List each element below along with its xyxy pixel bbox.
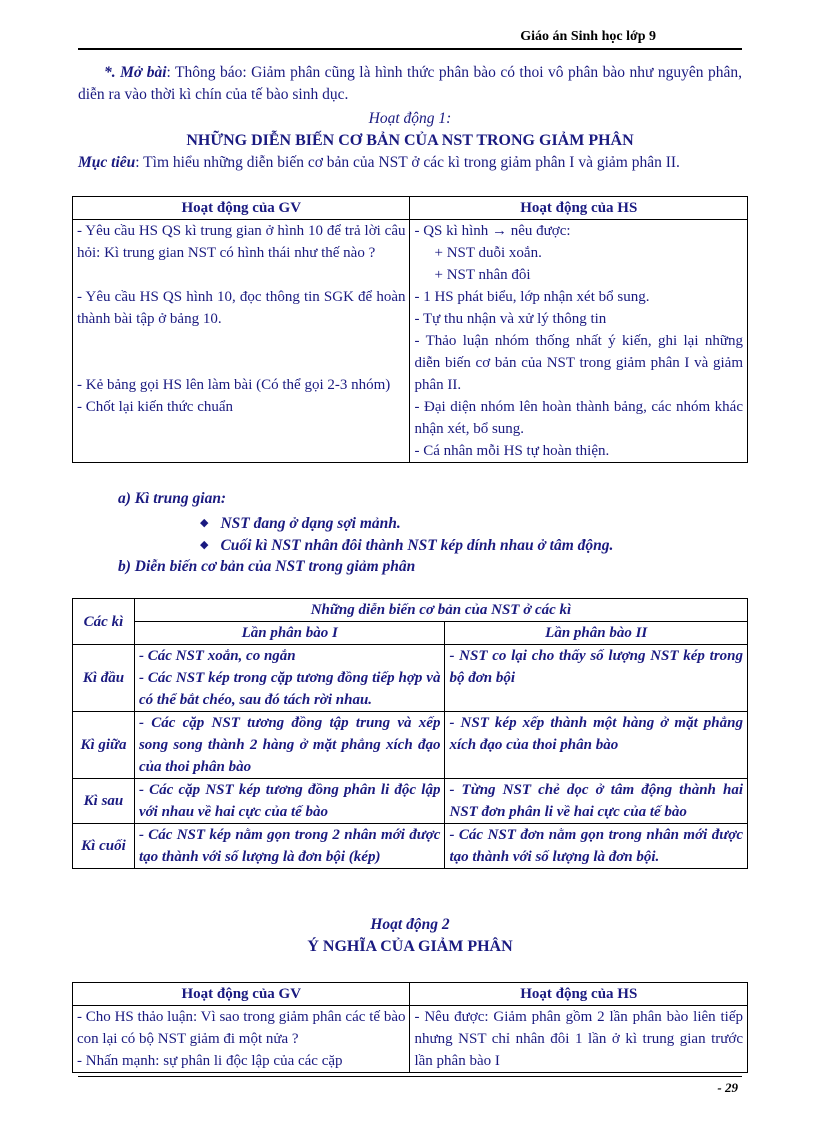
t3-gv-item: - Nhấn mạnh: sự phân li độc lập của các cặp — [77, 1053, 343, 1069]
activity2-title: Ý NGHĨA CỦA GIẢM PHÂN — [307, 938, 513, 955]
objective-text: : Tìm hiểu những diễn biến cơ bản của NST ở các kì trong giảm phân I và giảm phân II. — [135, 154, 680, 171]
t2-item: - Các cặp NST kép tương đồng phân li độc lập với nhau về hai cực của tế bào — [138, 782, 441, 820]
t2-cell-l2 — [445, 824, 748, 869]
table-row — [73, 824, 748, 869]
t3-gv-cell — [73, 1006, 410, 1073]
t1-hs-item: - 1 HS phát biểu, lớp nhận xét bổ sung. — [414, 289, 650, 305]
section-a-bullet: ◆ NST đang ở dạng sợi mảnh. — [200, 512, 401, 535]
t3-gv-item: - Cho HS thảo luận: Vì sao trong giảm phân các tế bào con lại có bộ NST giảm đi một nửa ? — [77, 1009, 406, 1047]
section-b-title: b) Diễn biến cơ bản của NST trong giảm phân — [118, 558, 416, 575]
activity1-title: NHỮNG DIỄN BIẾN CƠ BẢN CỦA NST TRONG GIẢM PHÂN — [186, 132, 634, 149]
t2-item: - Các NST xoắn, co ngắn — [138, 648, 296, 664]
t1-hs-item: + NST nhân đôi — [434, 267, 531, 283]
t2-cell-l1 — [134, 645, 445, 712]
t1-gv-item: - Chốt lại kiến thức chuẩn — [77, 399, 234, 415]
page-header — [78, 26, 742, 50]
t2-item: - Từng NST chẻ dọc ở tâm động thành hai NST đơn phân li về hai cực của tế bào — [449, 782, 743, 820]
objective — [78, 152, 742, 174]
page-number: - 29 — [717, 1080, 738, 1095]
t2-item: - Các NST đơn nằm gọn trong nhân mới được tạo thành với số lượng là đơn bội. — [449, 827, 743, 865]
intro-label: *. Mở bài — [104, 64, 167, 81]
t2-cell-l1 — [134, 779, 445, 824]
t1-gv-item: - Kẻ bảng gọi HS lên làm bài (Có thể gọi 2-3 nhóm) — [77, 377, 391, 393]
t1-gv-item: - Yêu cầu HS QS hình 10, đọc thông tin SGK để hoàn thành bài tập ở bảng 10. — [77, 289, 406, 327]
t3-header-gv: Hoạt động của GV — [73, 983, 410, 1006]
meiosis-table — [72, 598, 748, 869]
t2-item: - NST co lại cho thấy số lượng NST kép trong bộ đơn bội — [449, 648, 743, 686]
t2-row-ki: Kì sau — [73, 779, 135, 824]
objective-label: Mục tiêu — [78, 154, 136, 171]
t2-header-group: Những diễn biến cơ bản của NST ở các kì — [134, 599, 747, 622]
section-a-title: a) Kì trung gian: — [118, 490, 227, 507]
t2-row-ki: Kì giữa — [73, 712, 135, 779]
t1-header-hs: Hoạt động của HS — [410, 197, 748, 220]
footer-divider — [78, 1076, 742, 1077]
t2-cell-l2 — [445, 779, 748, 824]
t3-header-hs: Hoạt động của HS — [410, 983, 748, 1006]
table-row — [73, 645, 748, 712]
t1-header-gv: Hoạt động của GV — [73, 197, 410, 220]
t2-row-ki: Kì cuối — [73, 824, 135, 869]
t2-cell-l2 — [445, 712, 748, 779]
t1-hs-item: - Tự thu nhận và xử lý thông tin — [414, 311, 607, 327]
t1-hs-item: - Thảo luận nhóm thống nhất ý kiến, ghi lại những diễn biến cơ bản của NST trong giảm phân I và giảm phân II. — [414, 333, 743, 393]
activity1-label: Hoạt động 1: — [368, 110, 452, 127]
t2-cell-l1 — [134, 712, 445, 779]
table-row — [73, 779, 748, 824]
t2-cell-l2 — [445, 645, 748, 712]
t1-hs-item: - Đại diện nhóm lên hoàn thành bảng, các nhóm khác nhận xét, bổ sung. — [414, 399, 743, 437]
t2-item: - NST kép xếp thành một hàng ở mặt phẳng xích đạo của thoi phân bào — [449, 715, 743, 753]
t2-item: - Các NST kép trong cặp tương đồng tiếp hợp và có thể bắt chéo, sau đó tách rời nhau. — [138, 670, 441, 708]
table-row — [73, 712, 748, 779]
header-title: Giáo án Sinh học lớp 9 — [520, 29, 656, 44]
activity2-label: Hoạt động 2 — [370, 916, 450, 933]
t3-hs-cell — [410, 1006, 748, 1073]
activity2-table — [72, 982, 748, 1073]
t1-hs-item: + NST duỗi xoắn. — [434, 245, 542, 261]
t1-gv-item: - Yêu cầu HS QS kì trung gian ở hình 10 để trả lời câu hỏi: Kì trung gian NST có hình thái như thế nào ? — [77, 223, 406, 261]
section-a-bullet: ◆ Cuối kì NST nhân đôi thành NST kép dính nhau ở tâm động. — [200, 534, 613, 557]
t2-header-l1: Lần phân bào I — [134, 622, 445, 645]
t2-header-ki: Các kì — [73, 599, 135, 645]
t2-item: - Các NST kép nằm gọn trong 2 nhân mới được tạo thành với số lượng là đơn bội (kép) — [138, 827, 441, 865]
activity1-table — [72, 196, 748, 463]
t3-hs-item: - Nêu được: Giảm phân gồm 2 lần phân bào liên tiếp nhưng NST chỉ nhân đôi 1 lần ở kì trung gian trước lần phân bào I — [414, 1009, 743, 1069]
intro-text: : Thông báo: Giảm phân cũng là hình thức phân bào có thoi vô phân bào như nguyên phân, diễn ra vào thời kì chín của tế bào sinh dục. — [78, 64, 742, 103]
t2-header-l2: Lần phân bào II — [445, 622, 748, 645]
t1-hs-cell — [410, 220, 748, 463]
t2-row-ki: Kì đầu — [73, 645, 135, 712]
t2-cell-l1 — [134, 824, 445, 869]
t1-gv-cell — [73, 220, 410, 463]
t2-item: - Các cặp NST tương đồng tập trung và xếp song song thành 2 hàng ở mặt phẳng xích đạo của thoi phân bào — [138, 715, 441, 775]
t1-hs-item: - Cá nhân mỗi HS tự hoàn thiện. — [414, 443, 610, 459]
t1-hs-item: - QS kì hình → nêu được: — [414, 223, 571, 239]
intro-paragraph — [78, 62, 742, 106]
